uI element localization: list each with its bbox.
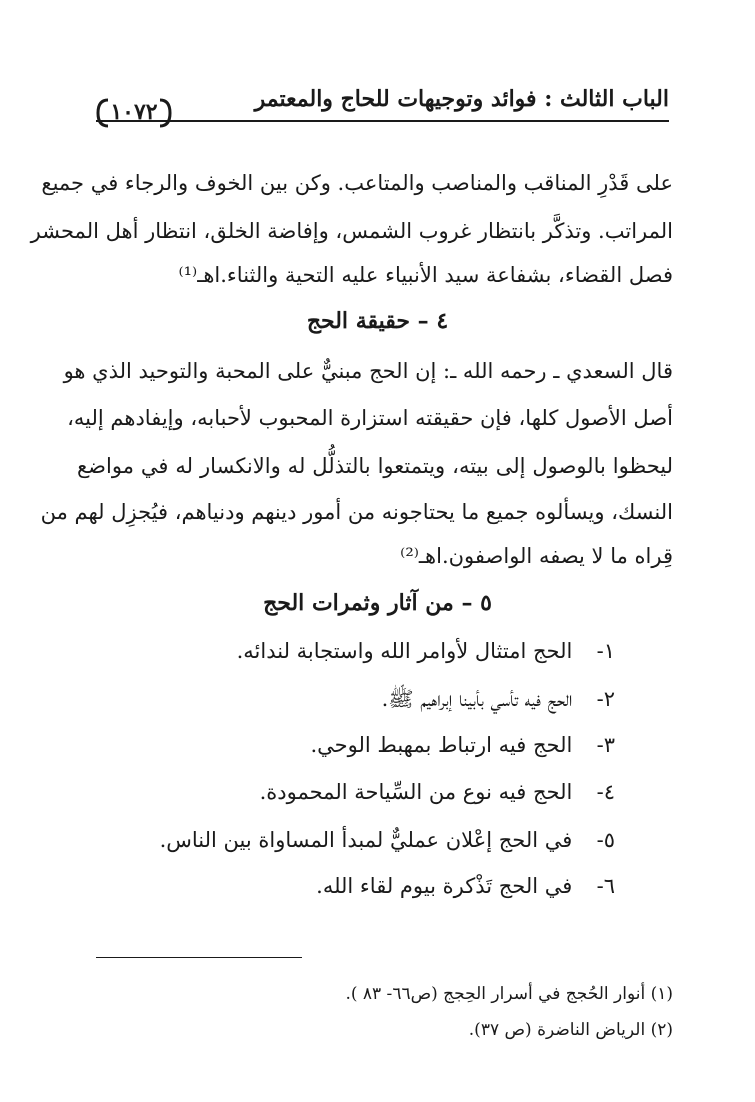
list-item <box>310 733 615 757</box>
running-header-title: الباب الثالث : فوائد وتوجيهات للحاج والمعتمر <box>254 86 669 112</box>
list-item <box>316 874 615 898</box>
list-item-number: ٤- <box>596 780 615 804</box>
paragraph-line: ليحظوا بالوصول إلى بيته، ويتمتعوا بالتذلُّل له والانكسار له في مواضع <box>77 454 673 478</box>
list-item <box>160 828 615 852</box>
footnote: (١) أنوار الحُجج في أسرار الحِجج (ص٦٦- ٨٣ ). <box>345 984 673 1004</box>
section-heading-5: ٥ – من آثار وثمرات الحج <box>263 590 492 616</box>
list-item-number: ٢- <box>596 687 615 711</box>
list-item-text: الحج فيه ارتباط بمهبط الوحي. <box>310 733 573 757</box>
list-item-text: في الحج إعْلان عمليٌّ لمبدأ المساواة بين الناس. <box>159 828 573 852</box>
list-item-text: الحج امتثال لأوامر الله واستجابة لندائه. <box>236 639 573 663</box>
page-number-badge <box>96 96 172 130</box>
footnote-separator <box>96 957 302 958</box>
list-item-text: الحج فيه تأسي بأبينا إبراهيم ﷺ. <box>381 687 573 711</box>
paragraph-line: فصل القضاء، بشفاعة سيد الأنبياء عليه التحية والثناء.اهـ⁽¹⁾ <box>178 263 673 287</box>
paragraph-line: المراتب. وتذكَّر بانتظار غروب الشمس، وإفاضة الخلق، انتظار أهل المحشر <box>30 219 673 243</box>
footnote: (٢) الرياض الناضرة (ص ٣٧). <box>468 1020 673 1040</box>
header-rule <box>96 120 669 122</box>
paragraph-line: على قَدْرِ المناقب والمناصب والمتاعب. وكن بين الخوف والرجاء في جميع <box>41 171 673 195</box>
list-item <box>237 639 615 663</box>
paragraph-line: قِراه ما لا يصفه الواصفون.اهـ⁽²⁾ <box>400 544 673 568</box>
list-item-text: الحج فيه نوع من السِّياحة المحمودة. <box>259 780 573 804</box>
list-item-number: ٣- <box>596 733 615 757</box>
paragraph-line: النسك، ويسألوه جميع ما يحتاجونه من أمور دينهم ودنياهم، فيُجزِل لهم من <box>40 500 673 524</box>
list-item-number: ١- <box>596 639 615 663</box>
list-item-number: ٥- <box>596 828 615 852</box>
list-item <box>260 780 615 804</box>
paragraph-line: قال السعدي ـ رحمه الله ـ: إن الحج مبنيٌّ على المحبة والتوحيد الذي هو <box>63 359 673 383</box>
list-item-number: ٦- <box>596 874 615 898</box>
section-heading-4: ٤ – حقيقة الحج <box>306 308 449 334</box>
list-item-text: في الحج تَذْكرة بيوم لقاء الله. <box>316 874 573 898</box>
page-number: ١٠٧٢ <box>110 99 158 125</box>
list-item <box>382 686 615 717</box>
paragraph-line: أصل الأصول كلها، فإن حقيقته استزارة المحبوب لأحبابه، وإيفادهم إليه، <box>67 406 673 430</box>
